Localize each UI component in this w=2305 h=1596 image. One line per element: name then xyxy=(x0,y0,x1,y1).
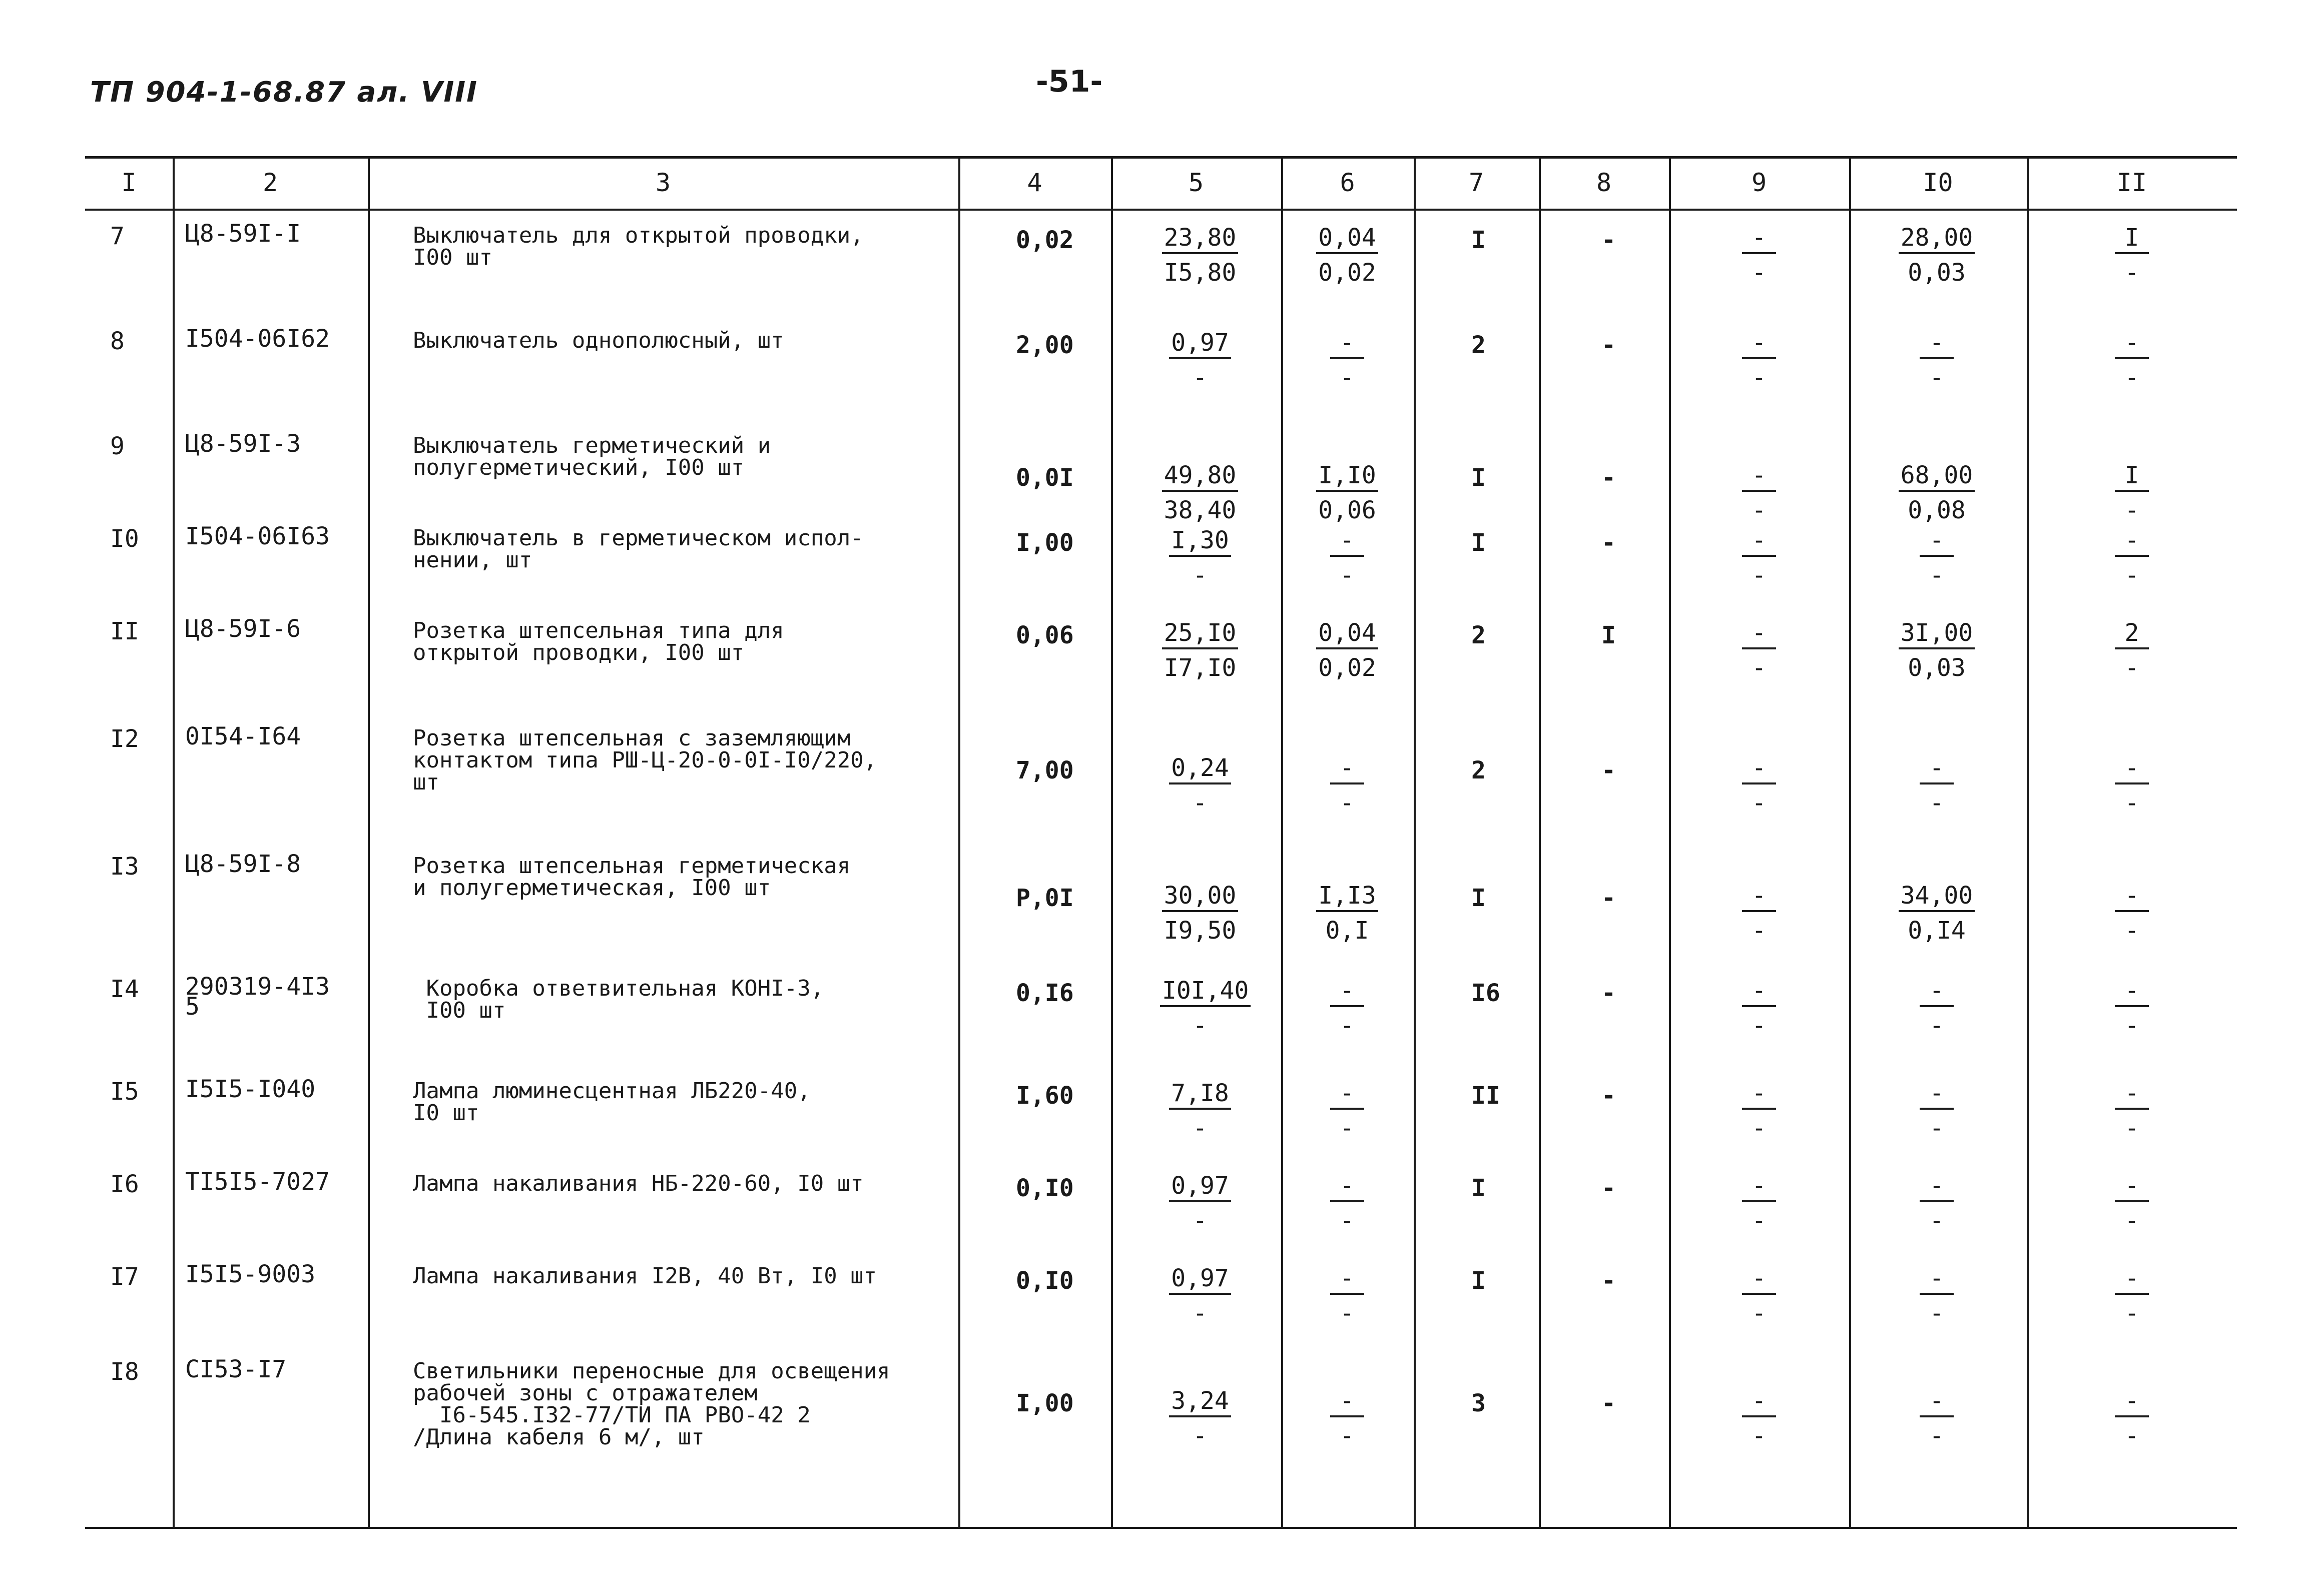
wage-fraction-numerator: 0,04 xyxy=(1316,225,1378,254)
column-9-fraction xyxy=(1719,329,1799,390)
wage-fraction xyxy=(1307,1387,1387,1448)
column-9-fraction-numerator: - xyxy=(1742,1266,1776,1295)
column-10-fraction xyxy=(1897,1172,1977,1233)
column-9-fraction-numerator: - xyxy=(1742,528,1776,557)
wage-fraction-numerator: 0,04 xyxy=(1316,620,1378,649)
column-11-fraction-denominator: - xyxy=(2124,1012,2139,1040)
column-11-fraction-numerator: 2 xyxy=(2115,620,2149,649)
column-11-fraction xyxy=(2092,224,2172,285)
price-code: 0I54-I64 xyxy=(185,722,301,750)
column-11-fraction-numerator: - xyxy=(2115,1266,2149,1295)
wage-fraction-numerator: - xyxy=(1330,1173,1364,1202)
unit-cost-fraction xyxy=(1160,754,1240,816)
quantity-value: 7,00 xyxy=(1016,756,1074,784)
price-code: СI53-I7 xyxy=(185,1355,287,1383)
unit-cost-fraction xyxy=(1160,1079,1240,1141)
unit-cost-fraction xyxy=(1160,882,1240,943)
column-header: I0 xyxy=(1923,168,1953,197)
column-10-fraction-numerator: - xyxy=(1920,528,1954,557)
unit-cost-fraction-denominator: - xyxy=(1193,1422,1208,1450)
item-description: Выключатель в герметическом испол- нении, шт xyxy=(413,525,864,573)
column-9-fraction-numerator: - xyxy=(1742,463,1776,492)
unit-cost-fraction-denominator: - xyxy=(1193,1207,1208,1235)
wage-fraction-denominator: - xyxy=(1340,364,1355,392)
column-9-fraction-denominator: - xyxy=(1752,917,1767,945)
unit-cost-fraction-denominator: - xyxy=(1193,561,1208,589)
unit-cost-fraction-denominator: I7,I0 xyxy=(1164,654,1237,682)
row-number: I8 xyxy=(110,1358,139,1386)
column-9-fraction xyxy=(1719,1079,1799,1141)
wage-fraction-numerator: I,I3 xyxy=(1316,883,1378,912)
column-10-fraction xyxy=(1897,1264,1977,1326)
column-10-fraction-numerator: 3I,00 xyxy=(1899,620,1975,649)
column-7-value: II xyxy=(1471,1082,1500,1110)
column-10-fraction-denominator: 0,03 xyxy=(1908,259,1966,287)
column-8-value: - xyxy=(1601,529,1616,557)
column-11-fraction-numerator: - xyxy=(2115,978,2149,1007)
column-10-fraction-numerator: 28,00 xyxy=(1899,225,1975,254)
quantity-value: 0,06 xyxy=(1016,621,1074,649)
column-8-value: - xyxy=(1601,756,1616,784)
specification-table xyxy=(85,156,2237,1527)
column-10-fraction-denominator: - xyxy=(1929,1299,1944,1327)
unit-cost-fraction-denominator: I9,50 xyxy=(1164,917,1237,945)
column-9-fraction-denominator: - xyxy=(1752,561,1767,589)
column-10-fraction xyxy=(1897,754,1977,816)
column-10-fraction xyxy=(1897,619,1977,680)
column-9-fraction-denominator: - xyxy=(1752,1422,1767,1450)
column-7-value: I6 xyxy=(1471,979,1500,1007)
quantity-value: I,00 xyxy=(1016,1389,1074,1417)
column-11-fraction-numerator: - xyxy=(2115,528,2149,557)
unit-cost-fraction-numerator: I,30 xyxy=(1169,528,1231,557)
column-header: 8 xyxy=(1596,168,1612,197)
column-10-fraction-numerator: - xyxy=(1920,1266,1954,1295)
column-11-fraction-denominator: - xyxy=(2124,496,2139,524)
column-divider xyxy=(1539,156,1541,1527)
column-11-fraction-denominator: - xyxy=(2124,654,2139,682)
item-description: Розетка штепсельная герметическая и полугерметическая, I00 шт xyxy=(413,853,851,901)
unit-cost-fraction-numerator: 0,24 xyxy=(1169,755,1231,784)
column-7-value: I xyxy=(1471,226,1486,254)
unit-cost-fraction xyxy=(1160,329,1240,390)
column-10-fraction-numerator: - xyxy=(1920,1173,1954,1202)
column-header: 2 xyxy=(262,168,278,197)
column-9-fraction-denominator: - xyxy=(1752,1012,1767,1040)
column-9-fraction xyxy=(1719,882,1799,943)
wage-fraction xyxy=(1307,1079,1387,1141)
column-11-fraction xyxy=(2092,1264,2172,1326)
item-description: Лампа люминесцентная ЛБ220-40, I0 шт xyxy=(413,1078,811,1126)
row-number: I2 xyxy=(110,725,139,753)
item-description: Выключатель для открытой проводки, I00 шт xyxy=(413,223,864,270)
column-header: 4 xyxy=(1027,168,1042,197)
column-10-fraction-numerator: - xyxy=(1920,330,1954,359)
column-11-fraction xyxy=(2092,754,2172,816)
column-7-value: 2 xyxy=(1471,756,1486,784)
column-9-fraction-denominator: - xyxy=(1752,259,1767,287)
wage-fraction xyxy=(1307,754,1387,816)
table-rule xyxy=(85,209,2237,211)
unit-cost-fraction xyxy=(1160,224,1240,285)
column-10-fraction xyxy=(1897,977,1977,1038)
column-11-fraction xyxy=(2092,619,2172,680)
column-9-fraction-denominator: - xyxy=(1752,789,1767,817)
column-11-fraction-denominator: - xyxy=(2124,364,2139,392)
column-10-fraction-numerator: - xyxy=(1920,1081,1954,1110)
column-9-fraction-numerator: - xyxy=(1742,620,1776,649)
column-10-fraction-denominator: - xyxy=(1929,789,1944,817)
quantity-value: 2,00 xyxy=(1016,331,1074,359)
column-11-fraction-denominator: - xyxy=(2124,1299,2139,1327)
column-header: 5 xyxy=(1188,168,1204,197)
column-10-fraction-denominator: - xyxy=(1929,1207,1944,1235)
column-header: 7 xyxy=(1468,168,1484,197)
item-description: Лампа накаливания I2В, 40 Вт, I0 шт xyxy=(413,1263,877,1289)
column-10-fraction xyxy=(1897,1387,1977,1448)
unit-cost-fraction xyxy=(1160,1264,1240,1326)
column-8-value: I xyxy=(1601,621,1616,649)
quantity-value: 0,02 xyxy=(1016,226,1074,254)
column-divider xyxy=(173,156,175,1527)
wage-fraction xyxy=(1307,1264,1387,1326)
column-10-fraction-denominator: - xyxy=(1929,1422,1944,1450)
column-10-fraction xyxy=(1897,461,1977,523)
item-description: Розетка штепсельная с заземляющим контактом типа РШ-Ц-20-0-0I-I0/220, шт xyxy=(413,725,877,795)
item-description: Выключатель однополюсный, шт xyxy=(413,328,784,353)
wage-fraction-denominator: - xyxy=(1340,561,1355,589)
column-8-value: - xyxy=(1601,331,1616,359)
row-number: I0 xyxy=(110,525,139,553)
column-9-fraction-numerator: - xyxy=(1742,978,1776,1007)
quantity-value: 0,0I xyxy=(1016,464,1074,492)
column-8-value: - xyxy=(1601,979,1616,1007)
unit-cost-fraction xyxy=(1160,1387,1240,1448)
row-number: 8 xyxy=(110,327,125,355)
row-number: I7 xyxy=(110,1263,139,1291)
unit-cost-fraction-denominator: 38,40 xyxy=(1164,496,1237,524)
wage-fraction-denominator: 0,02 xyxy=(1318,259,1376,287)
unit-cost-fraction xyxy=(1160,526,1240,588)
wage-fraction xyxy=(1307,224,1387,285)
item-description: Лампа накаливания НБ-220-60, I0 шт xyxy=(413,1171,864,1196)
unit-cost-fraction-numerator: 25,I0 xyxy=(1162,620,1239,649)
column-divider xyxy=(1281,156,1283,1527)
column-10-fraction xyxy=(1897,329,1977,390)
row-number: 7 xyxy=(110,222,125,250)
wage-fraction-denominator: - xyxy=(1340,1422,1355,1450)
column-10-fraction-denominator: 0,I4 xyxy=(1908,917,1966,945)
column-8-value: - xyxy=(1601,1174,1616,1202)
quantity-value: 0,I6 xyxy=(1016,979,1074,1007)
column-10-fraction-denominator: 0,08 xyxy=(1908,496,1966,524)
column-10-fraction-numerator: 34,00 xyxy=(1899,883,1975,912)
wage-fraction-denominator: - xyxy=(1340,1207,1355,1235)
quantity-value: 0,I0 xyxy=(1016,1174,1074,1202)
wage-fraction-numerator: - xyxy=(1330,330,1364,359)
wage-fraction-numerator: - xyxy=(1330,528,1364,557)
column-divider xyxy=(368,156,370,1527)
unit-cost-fraction xyxy=(1160,1172,1240,1233)
row-number: II xyxy=(110,617,139,645)
wage-fraction-denominator: - xyxy=(1340,789,1355,817)
item-description: Коробка ответвительная КОНI-3, I00 шт xyxy=(426,976,824,1023)
wage-fraction-numerator: - xyxy=(1330,978,1364,1007)
column-11-fraction-denominator: - xyxy=(2124,1207,2139,1235)
column-10-fraction-numerator: - xyxy=(1920,978,1954,1007)
column-9-fraction-numerator: - xyxy=(1742,225,1776,254)
column-7-value: I xyxy=(1471,529,1486,557)
column-11-fraction-numerator: - xyxy=(2115,1173,2149,1202)
unit-cost-fraction-numerator: 3,24 xyxy=(1169,1388,1231,1417)
item-description: Выключатель герметический и полугерметический, I00 шт xyxy=(413,433,771,480)
column-11-fraction-numerator: - xyxy=(2115,330,2149,359)
wage-fraction-denominator: 0,02 xyxy=(1318,654,1376,682)
unit-cost-fraction xyxy=(1160,619,1240,680)
wage-fraction xyxy=(1307,329,1387,390)
column-8-value: - xyxy=(1601,1267,1616,1295)
column-8-value: - xyxy=(1601,884,1616,912)
column-9-fraction-numerator: - xyxy=(1742,1081,1776,1110)
column-11-fraction xyxy=(2092,882,2172,943)
row-number: I4 xyxy=(110,975,139,1003)
column-9-fraction xyxy=(1719,619,1799,680)
column-9-fraction xyxy=(1719,1387,1799,1448)
column-9-fraction xyxy=(1719,461,1799,523)
column-8-value: - xyxy=(1601,464,1616,492)
column-header: 6 xyxy=(1340,168,1355,197)
wage-fraction xyxy=(1307,461,1387,523)
quantity-value: Р,0I xyxy=(1016,884,1074,912)
column-10-fraction-denominator: - xyxy=(1929,561,1944,589)
column-9-fraction-numerator: - xyxy=(1742,883,1776,912)
column-7-value: I xyxy=(1471,1267,1486,1295)
column-divider xyxy=(958,156,960,1527)
price-code: ТI5I5-7027 xyxy=(185,1168,330,1196)
unit-cost-fraction-denominator: - xyxy=(1193,789,1208,817)
wage-fraction-denominator: - xyxy=(1340,1114,1355,1142)
column-9-fraction-numerator: - xyxy=(1742,1388,1776,1417)
column-7-value: 2 xyxy=(1471,621,1486,649)
unit-cost-fraction xyxy=(1160,461,1240,523)
column-11-fraction xyxy=(2092,1079,2172,1141)
wage-fraction-numerator: - xyxy=(1330,1081,1364,1110)
column-11-fraction-denominator: - xyxy=(2124,917,2139,945)
unit-cost-fraction-denominator: - xyxy=(1193,1299,1208,1327)
price-code: 290319-4I3 5 xyxy=(185,973,330,1021)
column-divider xyxy=(1414,156,1416,1527)
column-10-fraction-numerator: 68,00 xyxy=(1899,463,1975,492)
wage-fraction-denominator: - xyxy=(1340,1299,1355,1327)
unit-cost-fraction-numerator: 23,80 xyxy=(1162,225,1239,254)
unit-cost-fraction xyxy=(1160,977,1249,1040)
unit-cost-fraction-denominator: - xyxy=(1193,1114,1208,1142)
unit-cost-fraction-numerator: 7,I8 xyxy=(1169,1081,1231,1110)
column-9-fraction-denominator: - xyxy=(1752,1299,1767,1327)
column-9-fraction-denominator: - xyxy=(1752,496,1767,524)
column-9-fraction xyxy=(1719,1264,1799,1326)
quantity-value: 0,I0 xyxy=(1016,1267,1074,1295)
doc-code: ТП 904-1-68.87 ал. VIII xyxy=(90,76,478,109)
column-10-fraction xyxy=(1897,882,1977,943)
column-10-fraction-numerator: - xyxy=(1920,1388,1954,1417)
wage-fraction xyxy=(1307,619,1387,680)
wage-fraction-denominator: - xyxy=(1340,1012,1355,1040)
column-7-value: 2 xyxy=(1471,331,1486,359)
column-9-fraction xyxy=(1719,754,1799,816)
column-9-fraction xyxy=(1719,526,1799,588)
column-9-fraction xyxy=(1719,224,1799,285)
column-10-fraction-denominator: 0,03 xyxy=(1908,654,1966,682)
column-divider xyxy=(1111,156,1113,1527)
column-7-value: 3 xyxy=(1471,1389,1486,1417)
price-code: Ц8-59I-6 xyxy=(185,615,301,643)
column-header: II xyxy=(2116,168,2147,197)
column-9-fraction-denominator: - xyxy=(1752,1114,1767,1142)
column-11-fraction-denominator: - xyxy=(2124,561,2139,589)
column-10-fraction xyxy=(1897,224,1977,285)
unit-cost-fraction-denominator: I5,80 xyxy=(1164,259,1237,287)
unit-cost-fraction-numerator: 0,97 xyxy=(1169,1173,1231,1202)
wage-fraction xyxy=(1307,977,1387,1038)
column-divider xyxy=(2027,156,2029,1527)
wage-fraction-numerator: - xyxy=(1330,1388,1364,1417)
column-8-value: - xyxy=(1601,1082,1616,1110)
column-8-value: - xyxy=(1601,1389,1616,1417)
wage-fraction xyxy=(1307,882,1387,943)
column-11-fraction xyxy=(2092,329,2172,390)
column-10-fraction-numerator: - xyxy=(1920,755,1954,784)
wage-fraction-denominator: 0,06 xyxy=(1318,496,1376,524)
price-code: Ц8-59I-3 xyxy=(185,430,301,458)
column-10-fraction-denominator: - xyxy=(1929,1114,1944,1142)
unit-cost-fraction-numerator: 0,97 xyxy=(1169,330,1231,359)
column-11-fraction xyxy=(2092,461,2172,523)
column-9-fraction xyxy=(1719,977,1799,1038)
page-number: -51- xyxy=(1036,64,1103,99)
column-9-fraction-numerator: - xyxy=(1742,755,1776,784)
column-11-fraction-denominator: - xyxy=(2124,1114,2139,1142)
table-rule xyxy=(85,156,2237,159)
column-11-fraction xyxy=(2092,526,2172,588)
wage-fraction-numerator: I,I0 xyxy=(1316,463,1378,492)
column-11-fraction-numerator: I xyxy=(2115,225,2149,254)
column-10-fraction-denominator: - xyxy=(1929,364,1944,392)
column-11-fraction-numerator: - xyxy=(2115,1081,2149,1110)
row-number: 9 xyxy=(110,432,125,460)
column-10-fraction xyxy=(1897,526,1977,588)
wage-fraction xyxy=(1307,1172,1387,1233)
column-header: I xyxy=(121,168,137,197)
price-code: I5I5-9003 xyxy=(185,1260,316,1288)
unit-cost-fraction-numerator: 0,97 xyxy=(1169,1266,1231,1295)
quantity-value: I,00 xyxy=(1016,529,1074,557)
wage-fraction-numerator: - xyxy=(1330,1266,1364,1295)
wage-fraction-denominator: 0,I xyxy=(1325,917,1369,945)
column-9-fraction-numerator: - xyxy=(1742,1173,1776,1202)
item-description: Светильники переносные для освещения рабочей зоны с отражателем I6-545.I32-77/ТИ ПА РВО-42 2 /Длина кабеля 6 м/, шт xyxy=(413,1358,890,1450)
price-code: I504-06I62 xyxy=(185,325,330,353)
column-11-fraction xyxy=(2092,977,2172,1038)
column-11-fraction xyxy=(2092,1172,2172,1233)
price-code: Ц8-59I-8 xyxy=(185,850,301,878)
column-10-fraction xyxy=(1897,1079,1977,1141)
column-divider xyxy=(1849,156,1851,1527)
wage-fraction-numerator: - xyxy=(1330,755,1364,784)
column-9-fraction-denominator: - xyxy=(1752,654,1767,682)
item-description: Розетка штепсельная типа для открытой проводки, I00 шт xyxy=(413,618,784,665)
table-bottom-rule xyxy=(85,1527,2237,1529)
column-7-value: I xyxy=(1471,1174,1486,1202)
column-9-fraction xyxy=(1719,1172,1799,1233)
column-10-fraction-denominator: - xyxy=(1929,1012,1944,1040)
column-7-value: I xyxy=(1471,884,1486,912)
quantity-value: I,60 xyxy=(1016,1082,1074,1110)
price-code: I5I5-I040 xyxy=(185,1075,316,1103)
column-11-fraction-numerator: - xyxy=(2115,1388,2149,1417)
column-header: 3 xyxy=(655,168,671,197)
column-7-value: I xyxy=(1471,464,1486,492)
row-number: I6 xyxy=(110,1170,139,1198)
column-11-fraction-denominator: - xyxy=(2124,259,2139,287)
price-code: Ц8-59I-I xyxy=(185,220,301,248)
row-number: I5 xyxy=(110,1078,139,1106)
column-9-fraction-numerator: - xyxy=(1742,330,1776,359)
row-number: I3 xyxy=(110,853,139,881)
column-11-fraction-numerator: I xyxy=(2115,463,2149,492)
column-11-fraction-numerator: - xyxy=(2115,755,2149,784)
price-code: I504-06I63 xyxy=(185,522,330,550)
unit-cost-fraction-numerator: 30,00 xyxy=(1162,883,1239,912)
unit-cost-fraction-numerator: I0I,40 xyxy=(1160,978,1251,1007)
column-11-fraction xyxy=(2092,1387,2172,1448)
unit-cost-fraction-numerator: 49,80 xyxy=(1162,463,1239,492)
column-header: 9 xyxy=(1751,168,1767,197)
column-9-fraction-denominator: - xyxy=(1752,1207,1767,1235)
column-11-fraction-denominator: - xyxy=(2124,1422,2139,1450)
unit-cost-fraction-denominator: - xyxy=(1193,1012,1208,1040)
unit-cost-fraction-denominator: - xyxy=(1193,364,1208,392)
column-9-fraction-denominator: - xyxy=(1752,364,1767,392)
column-11-fraction-denominator: - xyxy=(2124,789,2139,817)
wage-fraction xyxy=(1307,526,1387,588)
column-divider xyxy=(1669,156,1671,1527)
column-11-fraction-numerator: - xyxy=(2115,883,2149,912)
column-8-value: - xyxy=(1601,226,1616,254)
